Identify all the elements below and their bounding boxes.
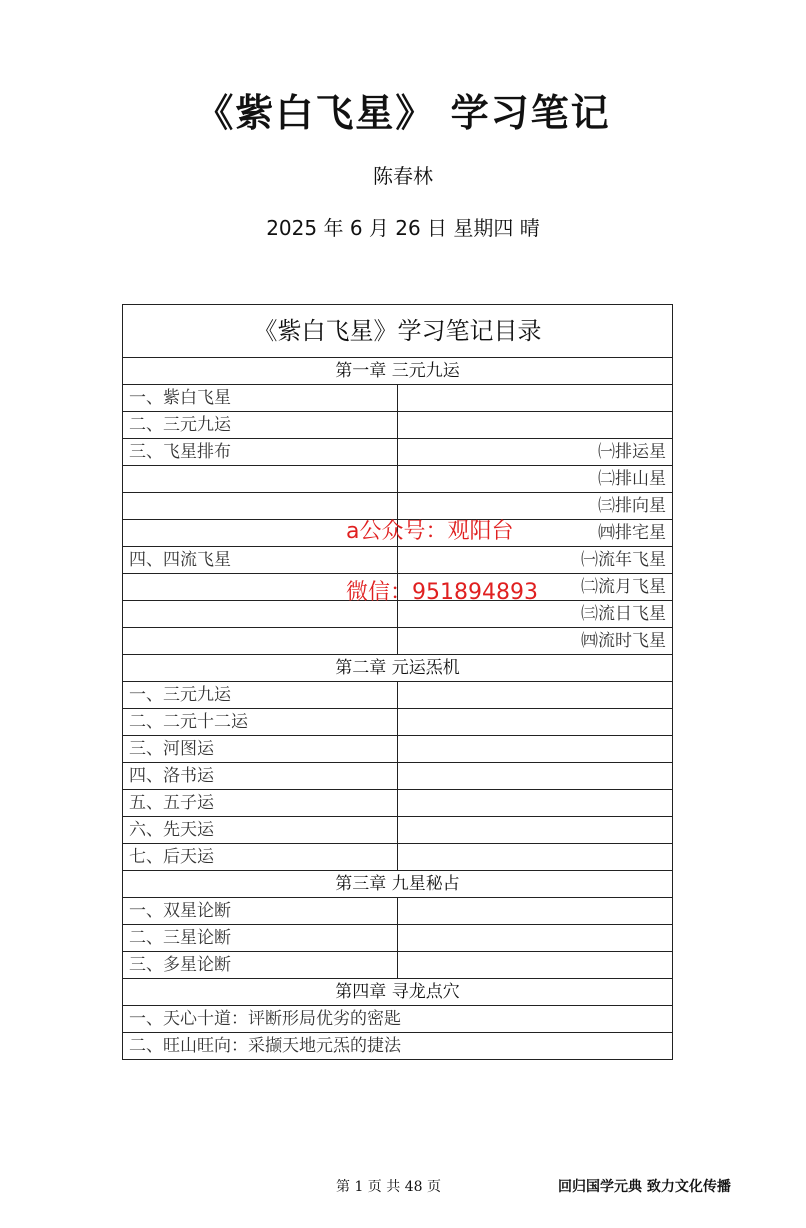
toc-subitem-label: [398, 790, 673, 817]
toc-row: [123, 466, 673, 493]
toc-row: [123, 817, 673, 844]
toc-item-label: 二、二元十二运: [123, 709, 398, 736]
toc-row: [123, 844, 673, 871]
toc-subitem-label: ㈠流年飞星: [398, 547, 673, 574]
toc-row: [123, 763, 673, 790]
toc-subitem-label: [398, 412, 673, 439]
toc-item-label: 一、双星论断: [123, 898, 398, 925]
toc-row: [123, 925, 673, 952]
toc-chapter-title: 第二章 元运炁机: [123, 655, 673, 682]
toc-caption-row: [123, 305, 673, 358]
toc-caption: 《紫白飞星》学习笔记目录: [123, 305, 673, 358]
toc-item-label: 一、三元九运: [123, 682, 398, 709]
toc-row: [123, 385, 673, 412]
footer-page-number: 第 1 页 共 48 页: [336, 1179, 441, 1195]
toc-subitem-label: [398, 925, 673, 952]
watermark-line-1: a公众号：观阳台: [346, 519, 514, 544]
toc-item-label: [123, 628, 398, 655]
toc-subitem-label: ㈢排向星: [398, 493, 673, 520]
toc-subitem-label: [398, 844, 673, 871]
toc-subitem-label: ㈡排山星: [398, 466, 673, 493]
toc-chapter-title: 第三章 九星秘占: [123, 871, 673, 898]
toc-row: [123, 709, 673, 736]
toc-chapter-title: 第一章 三元九运: [123, 358, 673, 385]
toc-chapter-row: [123, 979, 673, 1006]
toc-item-label: 二、旺山旺向：采撷天地元炁的捷法: [123, 1033, 673, 1060]
toc-item-label: 三、飞星排布: [123, 439, 398, 466]
toc-subitem-label: [398, 952, 673, 979]
toc-item-label: 四、洛书运: [123, 763, 398, 790]
footer-brand: 回归国学元典 致力文化传播: [558, 1179, 731, 1195]
toc-item-label: 二、三元九运: [123, 412, 398, 439]
toc-chapter-row: [123, 358, 673, 385]
toc-subitem-label: ㈠排运星: [398, 439, 673, 466]
author-name: 陈春林: [373, 164, 433, 188]
toc-table: [122, 304, 673, 1060]
toc-item-label: 三、河图运: [123, 736, 398, 763]
toc-row: [123, 1006, 673, 1033]
toc-subitem-label: [398, 709, 673, 736]
toc-item-label: 六、先天运: [123, 817, 398, 844]
toc-subitem-label: ㈣排宅星: [398, 520, 673, 547]
toc-chapter-title: 第四章 寻龙点穴: [123, 979, 673, 1006]
toc-item-label: 一、紫白飞星: [123, 385, 398, 412]
toc-subitem-label: [398, 898, 673, 925]
toc-item-label: 二、三星论断: [123, 925, 398, 952]
toc-item-label: 七、后天运: [123, 844, 398, 871]
toc-row: [123, 736, 673, 763]
document-title: 《紫白飞星》 学习笔记: [195, 91, 611, 135]
toc-row: [123, 412, 673, 439]
toc-subitem-label: ㈣流时飞星: [398, 628, 673, 655]
toc-row: [123, 628, 673, 655]
toc-subitem-label: [398, 682, 673, 709]
toc-subitem-label: ㈢流日飞星: [398, 601, 673, 628]
watermark-line-2: 微信：951894893: [346, 580, 538, 605]
toc-item-label: 一、天心十道：评断形局优劣的密匙: [123, 1006, 673, 1033]
toc-item-label: [123, 466, 398, 493]
toc-subitem-label: [398, 736, 673, 763]
toc-chapter-row: [123, 871, 673, 898]
toc-row: [123, 898, 673, 925]
toc-row: [123, 439, 673, 466]
toc-row: [123, 1033, 673, 1060]
toc-item-label: 四、四流飞星: [123, 547, 398, 574]
toc-item-label: 五、五子运: [123, 790, 398, 817]
toc-subitem-label: [398, 763, 673, 790]
toc-item-label: 三、多星论断: [123, 952, 398, 979]
toc-chapter-row: [123, 655, 673, 682]
toc-row: [123, 952, 673, 979]
toc-row: [123, 547, 673, 574]
toc-row: [123, 790, 673, 817]
document-date: 2025 年 6 月 26 日 星期四 晴: [266, 216, 540, 240]
toc-subitem-label: ㈡流月飞星: [398, 574, 673, 601]
toc-row: [123, 682, 673, 709]
toc-subitem-label: [398, 385, 673, 412]
toc-subitem-label: [398, 817, 673, 844]
